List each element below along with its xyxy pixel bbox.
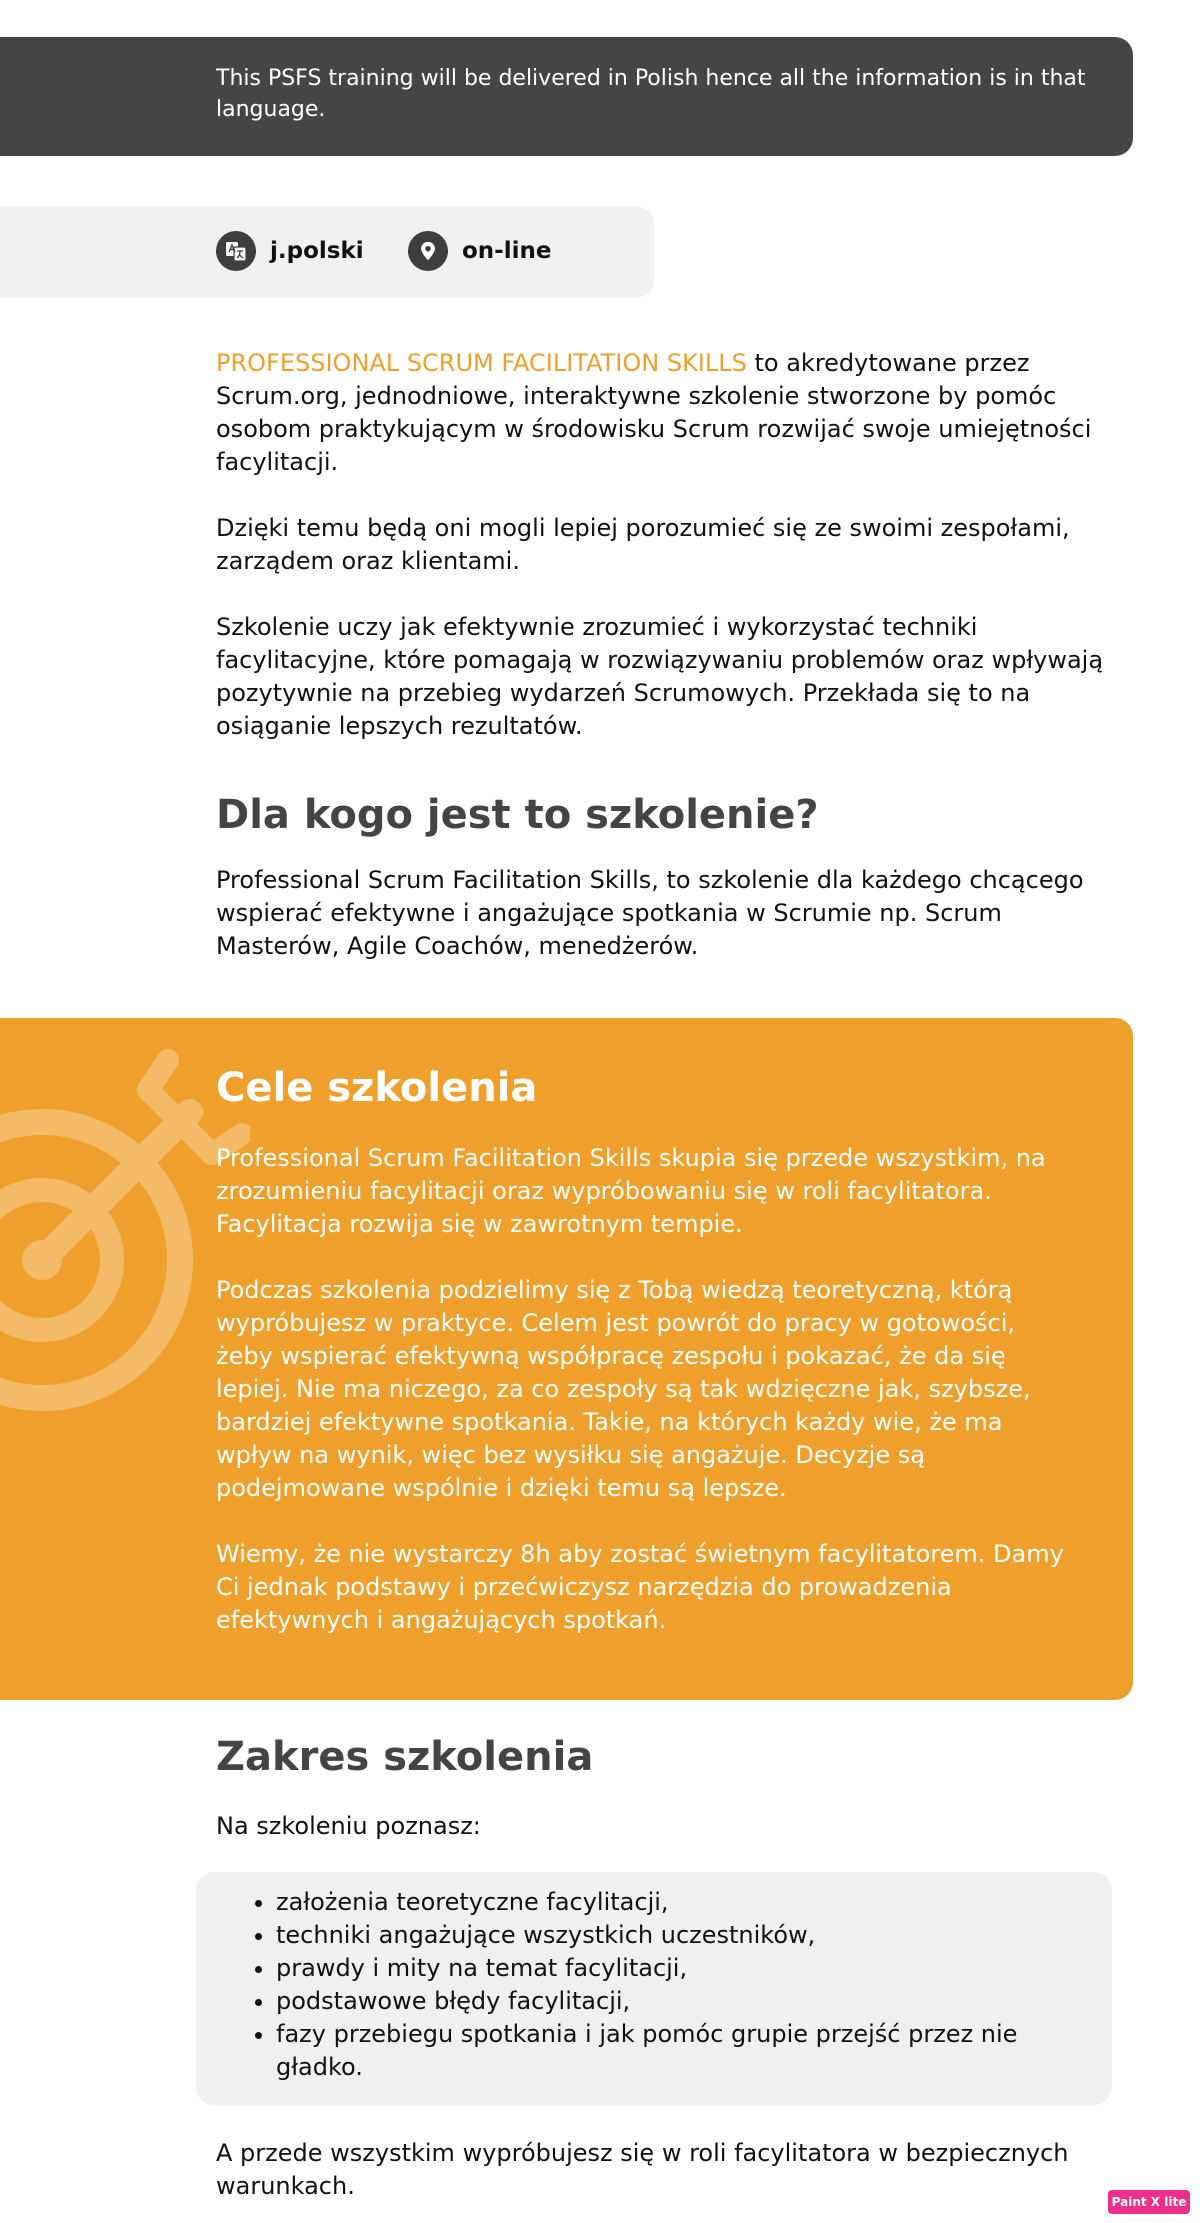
scope-heading: Zakres szkolenia	[216, 1734, 594, 1780]
goals-paragraph-3: Wiemy, że nie wystarczy 8h aby zostać świetnym facylitatorem. Damy Ci jednak podstawy i przećwiczysz narzędzia do prowadzenia efektywnych i angażujących spotkań.	[216, 1540, 1064, 1634]
list-item: • podstawowe błędy facylitacji,	[276, 1985, 1056, 2018]
intro-section	[216, 347, 1116, 743]
location-label: on-line	[462, 238, 552, 264]
translate-icon	[216, 231, 256, 271]
scope-list-box	[196, 1872, 1112, 2105]
audience-section	[216, 864, 1116, 963]
language-info	[216, 230, 364, 272]
location-pin-icon	[408, 231, 448, 271]
location-info	[408, 230, 551, 272]
language-label: j.polski	[270, 238, 364, 264]
goals-text	[216, 1142, 1066, 1637]
target-icon	[0, 1038, 250, 1458]
audience-text: Professional Scrum Facilitation Skills, to szkolenie dla każdego chcącego wspierać efektywne i angażujące spotkania w Scrumie np. Scrum Masterów, Agile Coachów, menedżerów.	[216, 866, 1084, 960]
course-name-highlight: PROFESSIONAL SCRUM FACILITATION SKILLS	[216, 349, 747, 377]
list-item: • założenia teoretyczne facylitacji,	[276, 1886, 1056, 1919]
goals-paragraph-2: Podczas szkolenia podzielimy się z Tobą wiedzą teoretyczną, którą wypróbujesz w praktyce. Celem jest powrót do pracy w gotowości, żeby wspierać efektywną współpracę zespołu i pokazać, że da się lepiej. Nie ma niczego, za co zespoły są tak wdzięczne jak, szybsze, bardziej efektywne spotkania. Takie, na których każdy wie, że ma wpływ na wynik, więc bez wysiłku się angażuje. Decyzje są podejmowane wspólnie i dzięki temu są lepsze.	[216, 1276, 1031, 1502]
intro-paragraph-1	[216, 347, 1116, 479]
goals-paragraph-1: Professional Scrum Facilitation Skills skupia się przede wszystkim, na zrozumieniu facylitacji oraz wypróbowaniu się w roli facylitatora. Facylitacja rozwija się w zawrotnym tempie.	[216, 1144, 1046, 1238]
intro-paragraph-2: Dzięki temu będą oni mogli lepiej porozumieć się ze swoimi zespołami, zarządem oraz klientami.	[216, 514, 1070, 575]
list-item: • fazy przebiegu spotkania i jak pomóc grupie przejść przez nie gładko.	[276, 2018, 1056, 2084]
list-item: • prawdy i mity na temat facylitacji,	[276, 1952, 1056, 1985]
closing-text: A przede wszystkim wypróbujesz się w roli facylitatora w bezpiecznych warunkach.	[216, 2139, 1069, 2200]
intro-paragraph-1-text: to akredytowane przez Scrum.org, jednodniowe, interaktywne szkolenie stworzone by pomóc osobom praktykującym w środowisku Scrum rozwijać swoje umiejętności facylitacji.	[216, 349, 1092, 476]
language-notice-text: This PSFS training will be delivered in Polish hence all the information is in that language.	[216, 66, 1086, 122]
scope-intro: Na szkoleniu poznasz:	[216, 1812, 481, 1840]
training-info-bar	[0, 207, 654, 297]
goals-section	[0, 1018, 1133, 1700]
scope-list	[276, 1886, 1056, 2084]
audience-heading: Dla kogo jest to szkolenie?	[216, 792, 819, 838]
language-notice-banner	[0, 37, 1133, 156]
goals-heading: Cele szkolenia	[216, 1065, 538, 1111]
list-item: • techniki angażujące wszystkich uczestników,	[276, 1919, 1056, 1952]
intro-paragraph-3: Szkolenie uczy jak efektywnie zrozumieć i wykorzystać techniki facylitacyjne, które pomagają w rozwiązywaniu problemów oraz wpływają pozytywnie na przebieg wydarzeń Scrumowych. Przekłada się to na osiąganie lepszych rezultatów.	[216, 613, 1104, 740]
paint-x-lite-badge[interactable]: Paint X lite	[1108, 2190, 1190, 2214]
